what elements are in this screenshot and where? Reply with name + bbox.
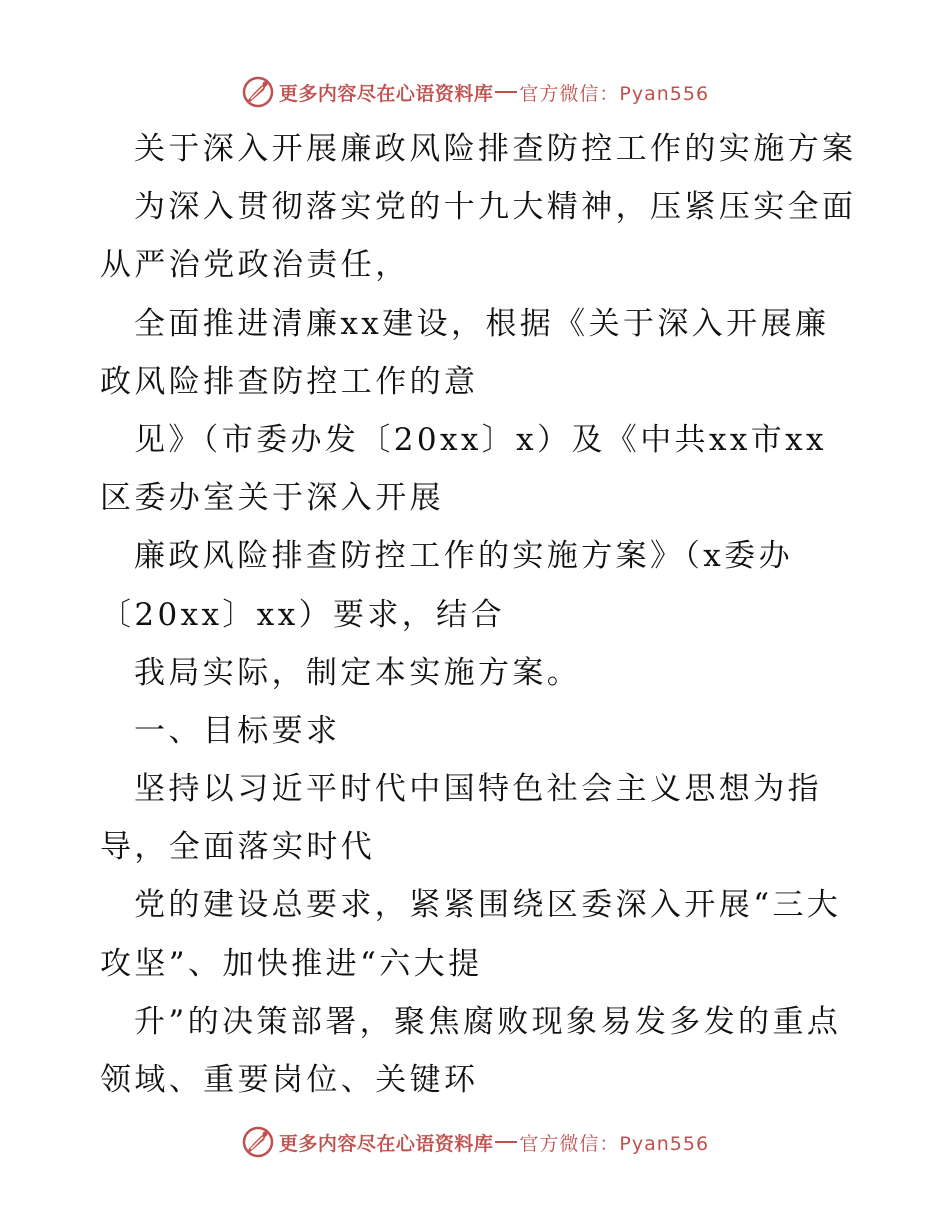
section-heading: 一、目标要求 <box>134 712 341 749</box>
paragraph-line: 廉政风险排查防控工作的实施方案》（x委办 <box>134 538 793 575</box>
footer-brand-text: 更多内容尽在心语资料库 <box>278 1132 494 1155</box>
footer-dash <box>495 1141 517 1143</box>
footer-wechat-text: 官方微信：Pyan556 <box>519 1132 710 1155</box>
paragraph-line: 〔20xx〕xx）要求，结合 <box>100 596 505 633</box>
paragraph-line: 区委办室关于深入开展 <box>100 480 444 517</box>
paragraph-line: 导，全面落实时代 <box>100 829 376 866</box>
paragraph-line: 为深入贯彻落实党的十九大精神，压紧压实全面 <box>134 189 857 226</box>
header-banner <box>0 72 950 112</box>
paragraph-line: 党的建设总要求，紧紧围绕区委深入开展“三大 <box>134 887 842 924</box>
paragraph-line: 领域、重要岗位、关键环 <box>100 1062 479 1098</box>
header-wechat-text: 官方微信：Pyan556 <box>519 82 710 105</box>
paragraph-line: 从严治党政治责任， <box>100 247 410 284</box>
header-dash <box>495 91 517 93</box>
paragraph-line: 攻坚”、加快推进“六大提 <box>100 945 483 982</box>
paragraph-line: 升”的决策部署，聚焦腐败现象易发多发的重点 <box>134 1003 842 1040</box>
pen-logo-icon <box>241 1125 275 1159</box>
paragraph-line: 政风险排查防控工作的意 <box>100 363 479 400</box>
doc-title: 关于深入开展廉政风险排查防控工作的实施方案 <box>134 131 857 167</box>
paragraph-line: 全面推进清廉xx建设，根据《关于深入开展廉 <box>134 305 830 342</box>
paragraph-line: 见》（市委办发〔20xx〕x）及《中共xx市xx <box>134 421 827 458</box>
footer-banner <box>0 1122 950 1162</box>
paragraph-line: 坚持以习近平时代中国特色社会主义思想为指 <box>134 771 822 808</box>
document-body <box>100 120 860 1109</box>
paragraph-line: 我局实际，制定本实施方案。 <box>134 654 582 691</box>
pen-logo-icon <box>241 75 275 109</box>
header-brand-text: 更多内容尽在心语资料库 <box>278 82 494 105</box>
